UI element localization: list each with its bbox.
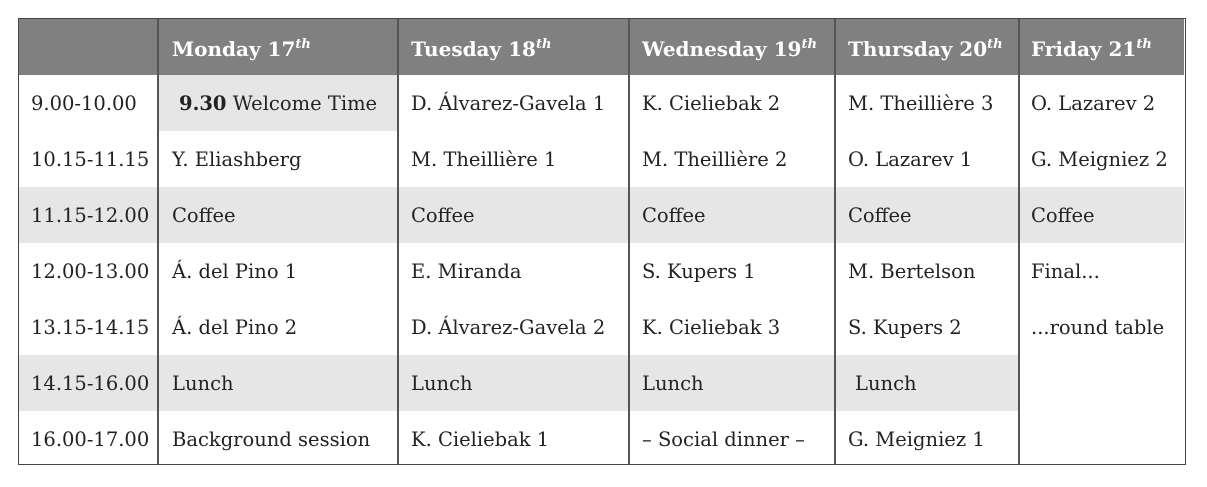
column-divider (628, 19, 630, 464)
tuesday-session: M. Theillière 1 (411, 148, 557, 171)
tuesday-session: E. Miranda (411, 260, 522, 283)
time-slot: 13.15-14.15 (31, 316, 150, 339)
column-divider (157, 19, 159, 464)
header-day: Tuesday 18 (411, 37, 536, 61)
thursday-session: Lunch (855, 372, 917, 395)
time-slot: 16.00-17.00 (31, 428, 150, 451)
header-day: Friday 21 (1031, 37, 1137, 61)
monday-session: Á. del Pino 1 (172, 260, 298, 283)
monday-welcome-cell (179, 75, 377, 131)
header-friday-label (1031, 19, 1152, 75)
welcome-label: Welcome Time (232, 92, 378, 115)
schedule-table (18, 18, 1186, 465)
monday-session: Lunch (172, 372, 234, 395)
friday-session: G. Meigniez 2 (1031, 148, 1168, 171)
wednesday-session: K. Cieliebak 3 (642, 316, 781, 339)
time-slot: 14.15-16.00 (31, 372, 150, 395)
thursday-session: Coffee (848, 204, 912, 227)
header-corner (19, 19, 158, 75)
wednesday-session: S. Kupers 1 (642, 260, 756, 283)
header-monday-label (172, 19, 311, 75)
tuesday-session: D. Álvarez-Gavela 1 (411, 92, 606, 115)
monday-session: Coffee (172, 204, 236, 227)
header-sup: th (801, 37, 817, 52)
thursday-session: M. Bertelson (848, 260, 976, 283)
friday-session: ...round table (1031, 316, 1165, 339)
friday-session: Coffee (1031, 204, 1095, 227)
time-slot: 9.00-10.00 (31, 92, 137, 115)
friday-session: Final... (1031, 260, 1100, 283)
tuesday-session: K. Cieliebak 1 (411, 428, 550, 451)
wednesday-session: Lunch (642, 372, 704, 395)
wednesday-session: K. Cieliebak 2 (642, 92, 781, 115)
time-slot: 10.15-11.15 (31, 148, 150, 171)
header-sup: th (295, 37, 311, 52)
friday-session: O. Lazarev 2 (1031, 92, 1156, 115)
tuesday-session: D. Álvarez-Gavela 2 (411, 316, 606, 339)
welcome-time: 9.30 (179, 92, 227, 115)
thursday-session: O. Lazarev 1 (848, 148, 973, 171)
thursday-session: M. Theillière 3 (848, 92, 994, 115)
header-tuesday-label (411, 19, 551, 75)
header-thursday-label (848, 19, 1003, 75)
thursday-session: S. Kupers 2 (848, 316, 962, 339)
header-day: Thursday 20 (848, 37, 988, 61)
monday-session: Y. Eliashberg (172, 148, 302, 171)
header-wednesday-label (642, 19, 817, 75)
wednesday-session: Coffee (642, 204, 706, 227)
header-sup: th (1136, 37, 1152, 52)
thursday-session: G. Meigniez 1 (848, 428, 985, 451)
time-slot: 11.15-12.00 (31, 204, 150, 227)
column-divider (1018, 19, 1020, 464)
wednesday-session: M. Theillière 2 (642, 148, 788, 171)
header-day: Monday 17 (172, 37, 296, 61)
header-sup: th (987, 37, 1003, 52)
column-divider (834, 19, 836, 464)
tuesday-session: Coffee (411, 204, 475, 227)
time-slot: 12.00-13.00 (31, 260, 150, 283)
header-day: Wednesday 19 (642, 37, 802, 61)
monday-session: Background session (172, 428, 371, 451)
tuesday-session: Lunch (411, 372, 473, 395)
monday-session: Á. del Pino 2 (172, 316, 298, 339)
header-sup: th (535, 37, 552, 52)
column-divider (397, 19, 399, 464)
wednesday-session: – Social dinner – (642, 428, 805, 451)
